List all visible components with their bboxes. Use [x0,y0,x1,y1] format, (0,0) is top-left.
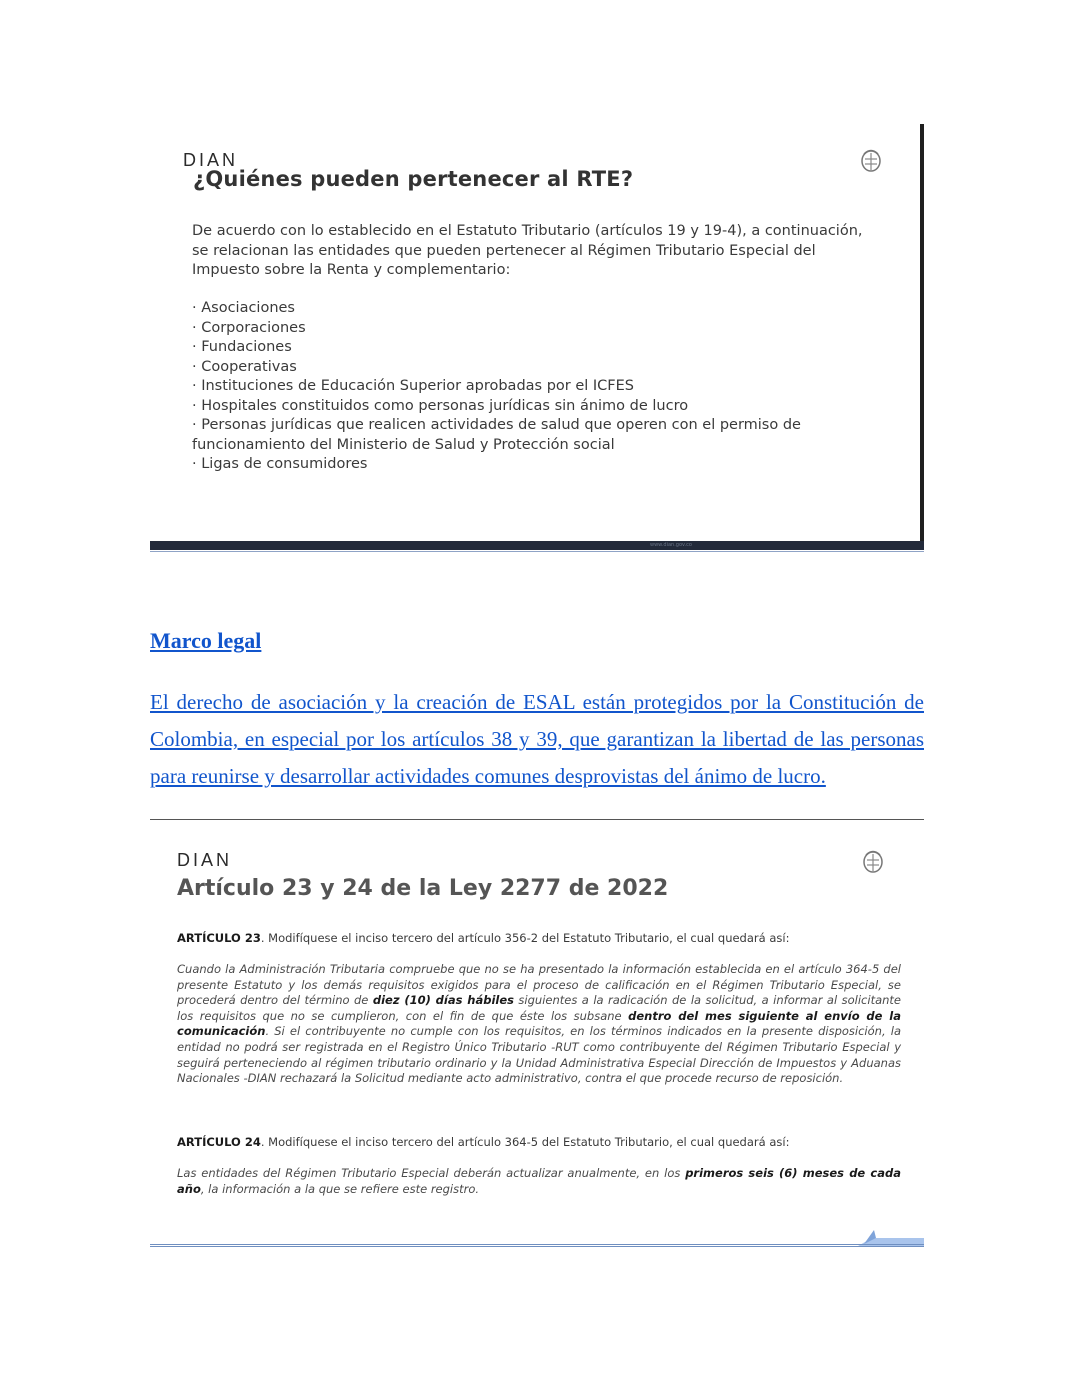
divider [150,1244,924,1247]
article-text: Las entidades del Régimen Tributario Especial deberán actualizar anualmente, en los [177,1166,686,1180]
list-item: · Personas jurídicas que realicen actividades de salud que operen con el permiso de funcionamiento del Ministerio de Salud y Protección social [192,416,912,455]
slide-title: Artículo 23 y 24 de la Ley 2277 de 2022 [177,876,669,901]
slide-intro: De acuerdo con lo establecido en el Estatuto Tributario (artículos 19 y 19-4), a continuación, se relacionan las entidades que pueden pertenecer al Régimen Tributario Especial del Impuesto sobre la Renta y complementario: [192,223,863,278]
list-item: · Fundaciones [192,338,912,358]
article-emphasis: diez (10) días hábiles [372,993,514,1008]
article-label: ARTÍCULO 23 [177,931,261,945]
article-23-text [177,962,901,1087]
article-emphasis: primeros seis (6) meses de cada año [177,1166,901,1196]
article-text: siguientes a la radicación de la solicitud, a informar al solicitante los requisitos que no se cumplieron, con el fin de que éste los subsane [177,993,901,1023]
list-item: · Hospitales constituidos como personas jurídicas sin ánimo de lucro [192,397,912,417]
article-text: Cuando la Administración Tributaria compruebe que no se ha presentado la información establecida en el artículo 364-5 del presente Estatuto y los demás requisitos exigidos para el proceso de calificación en el Régimen Tributario Especial, se procederá dentro del término de [177,962,901,1008]
article-text: , la información a la que se refiere este registro. [200,1181,480,1196]
slide-rte-entities [150,124,924,542]
colombia-crest-icon [858,846,888,876]
dian-logo: DIAN [183,150,239,170]
article-24-heading [177,1135,917,1150]
marco-legal-link[interactable]: El derecho de asociación y la creación de ESAL están protegidos por la Constitución de Colombia, en especial por los artículos 38 y 39, que garantizan la libertad de las personas para reunirse y desarrollar actividades comunes desprovistas del ánimo de lucro. [150,690,924,788]
list-item: · Cooperativas [192,358,912,378]
article-emphasis: dentro del mes siguiente al envío de la comunicación [177,1008,901,1039]
list-item: · Instituciones de Educación Superior aprobadas por el ICFES [192,377,912,397]
slide-title: ¿Quiénes pueden pertenecer al RTE? [193,167,634,191]
marco-legal-heading[interactable]: Marco legal [150,628,262,653]
list-item: · Asociaciones [192,299,912,319]
colombia-crest-icon [856,145,886,175]
article-head-text: . Modifíquese el inciso tercero del artículo 356-2 del Estatuto Tributario, el cual quedará así: [260,931,790,945]
divider [150,819,924,820]
list-item: · Ligas de consumidores [192,455,912,475]
slide-footer-bar [150,541,924,550]
article-text: . Si el contribuyente no cumple con los requisitos, en los términos indicados en la presente disposición, la entidad no podrá ser registrada en el Registro Único Tributario -RUT como contribuyente del Régimen Tributario Especial y seguirá perteneciendo al régimen tributario ordinario y la Unidad Administrativa Especial Dirección de Impuestos y Aduanas Nacionales -DIAN rechazará la Solicitud mediante acto administrativo, contra el que procede recurso de reposición. [177,1024,901,1086]
article-24-text [177,1166,901,1197]
article-label: ARTÍCULO 24 [177,1135,261,1149]
entity-list [192,299,912,475]
dian-logo: DIAN [177,850,233,870]
footer-url: www.dian.gov.co [650,542,692,548]
article-23-heading [177,931,917,946]
article-head-text: . Modifíquese el inciso tercero del artículo 364-5 del Estatuto Tributario, el cual quedará así: [260,1135,790,1149]
list-item: · Corporaciones [192,319,912,339]
divider [150,551,924,552]
slide-ley-2277 [150,828,924,1240]
